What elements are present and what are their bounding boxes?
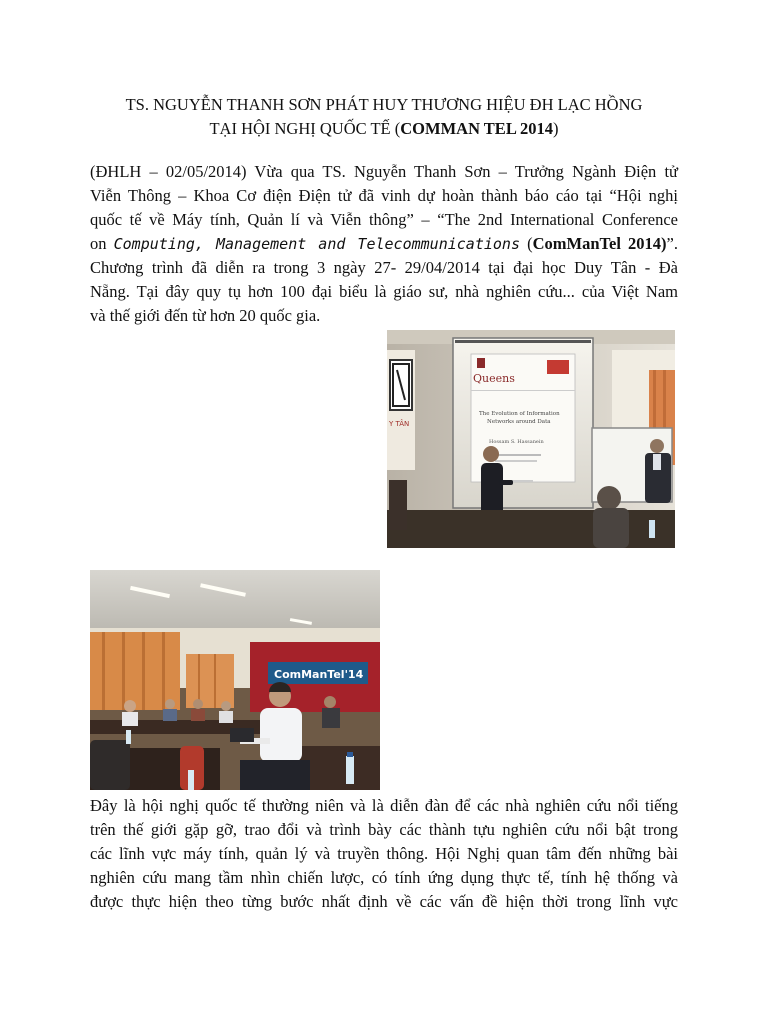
presenter-photo [387,330,675,548]
article-title [90,93,678,141]
banner-text: Y TÂN [389,420,410,428]
title-line-2-end: ) [553,119,559,138]
para1-line-3: quốc tế về Máy tính, Quản lí và Viễn thông” – “The 2nd International Conference [90,210,678,229]
para1-line-6: Nẵng. Tại đây quy tụ hơn 100 đại biểu là giáo sư, nhà nghiên cứu... của Việt Nam [90,282,678,301]
para1-line-4-space: ( [519,234,533,253]
para2-line-3: các lĩnh vực máy tính, quản lý và truyền thông. Hội Nghị quan tâm đến những bài [90,844,678,863]
para1-line-1: (ĐHLH – 02/05/2014) Vừa qua TS. Nguyễn Thanh Sơn – Trưởng Ngành Điện tử [90,162,678,181]
slide-logo: Queens [473,372,515,385]
para1-line-4-end: ”. [666,234,678,253]
para1-line-4-pre: on [90,234,114,253]
title-line-1: TS. NGUYỄN THANH SƠN PHÁT HUY THƯƠNG HIỆU ĐH LẠC HỒNG [125,95,643,114]
title-line-2-text: TẠI HỘI NGHỊ QUỐC TẾ ( [209,119,401,138]
title-line-2 [90,117,678,141]
conference-abbrev: ComManTel 2014) [532,234,667,253]
intro-paragraph [90,160,678,328]
slide-author: Hossam S. Hassanein [489,439,544,445]
para2-line-5: được thực hiện theo từng bước nhất định về các vấn đề hiện thời trong lĩnh vực [90,892,678,911]
title-event-name: COMMAN TEL 2014 [400,119,554,138]
para2-line-1: Đây là hội nghị quốc tế thường niên và là diễn đàn để các nhà nghiên cứu nổi tiếng [90,796,678,815]
para1-line-5: Chương trình đã diễn ra trong 3 ngày 27- 29/04/2014 tại đại học Duy Tân - Đà [90,258,678,277]
slide-title-1: The Evolution of Information [479,411,560,417]
conference-name: Computing, Management and Telecommunications [113,235,520,253]
para1-line-2: Viễn Thông – Khoa Cơ điện Điện tử đã vinh dự hoàn thành báo cáo tại “Hội nghị [90,186,678,205]
presenter-photo-art [387,330,675,548]
body-paragraph [90,794,678,914]
para1-line-7: và thế giới đến từ hơn 20 quốc gia. [90,306,321,325]
para1-line-4 [90,232,678,256]
conference-room-photo-art [90,570,380,790]
para2-line-4: nghiên cứu mang tầm nhìn chiến lược, có tính ứng dụng thực tế, tính hệ thống và [90,868,678,887]
conference-room-photo [90,570,380,790]
para2-line-2: trên thế giới gặp gỡ, trao đổi và trình bày các thành tựu nghiên cứu nổi bật trong [90,820,678,839]
conference-banner-text: ComManTel'14 [274,668,364,681]
slide-title-2: Networks around Data [487,419,551,425]
